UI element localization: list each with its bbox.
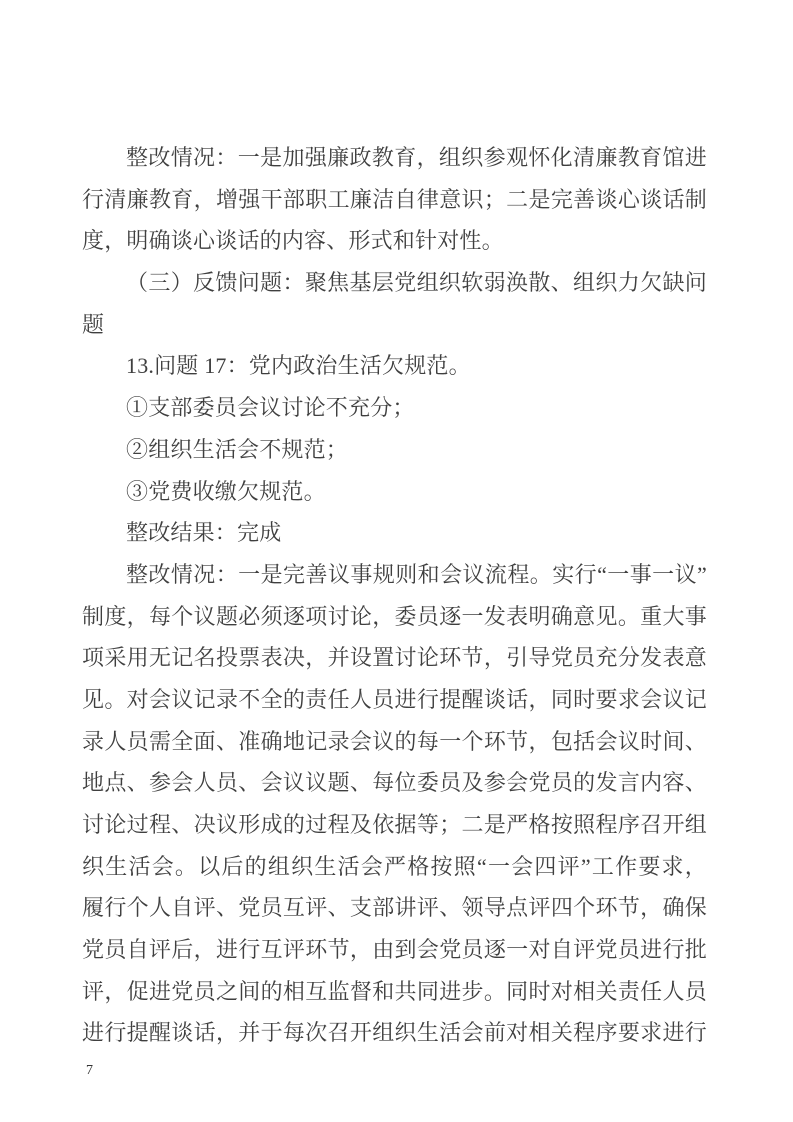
text-line: 讨论过程、决议形成的过程及依据等；二是严格按照程序召开组	[82, 812, 707, 837]
text-line: ①支部委员会议讨论不充分；	[126, 395, 415, 421]
text-line: 度，明确谈心谈话的内容、形式和针对性。	[82, 228, 504, 254]
document-body	[82, 137, 707, 1054]
text-line: ③党费收缴欠规范。	[126, 478, 326, 504]
text-line: ②组织生活会不规范；	[126, 436, 349, 462]
text-line: 评，促进党员之间的相互监督和共同进步。同时对相关责任人员	[82, 978, 707, 1004]
text-line: 地点、参会人员、会议议题、每位委员及参会党员的发言内容、	[82, 770, 707, 796]
text-line: 项采用无记名投票表决，并设置讨论环节，引导党员充分发表意	[82, 645, 707, 671]
text-line: 整改情况：一是加强廉政教育，组织参观怀化清廉教育馆进	[126, 145, 707, 170]
text-line: 党员自评后，进行互评环节，由到会党员逐一对自评党员进行批	[82, 937, 707, 963]
text-line: 录人员需全面、准确地记录会议的每一个环节，包括会议时间、	[82, 728, 707, 754]
text-line: 题	[82, 311, 105, 337]
text-line: 13.问题 17：党内政治生活欠规范。	[126, 353, 471, 379]
text-line: 制度，每个议题必须逐项讨论，委员逐一发表明确意见。重大事	[82, 603, 707, 629]
text-line: （三）反馈问题：聚焦基层党组织软弱涣散、组织力欠缺问	[126, 270, 707, 296]
text-line: 履行个人自评、党员互评、支部讲评、领导点评四个环节，确保	[82, 895, 707, 921]
text-line: 行清廉教育，增强干部职工廉洁自律意识；二是完善谈心谈话制	[82, 186, 707, 212]
page-number: 7	[86, 1063, 93, 1078]
text-line: 织生活会。以后的组织生活会严格按照“一会四评”工作要求，	[82, 853, 707, 879]
text-line: 整改情况：一是完善议事规则和会议流程。实行“一事一议”	[126, 561, 707, 587]
text-line: 见。对会议记录不全的责任人员进行提醒谈话，同时要求会议记	[82, 686, 707, 712]
text-line: 整改结果：完成	[126, 520, 282, 546]
text-line: 进行提醒谈话，并于每次召开组织生活会前对相关程序要求进行	[82, 1020, 707, 1046]
